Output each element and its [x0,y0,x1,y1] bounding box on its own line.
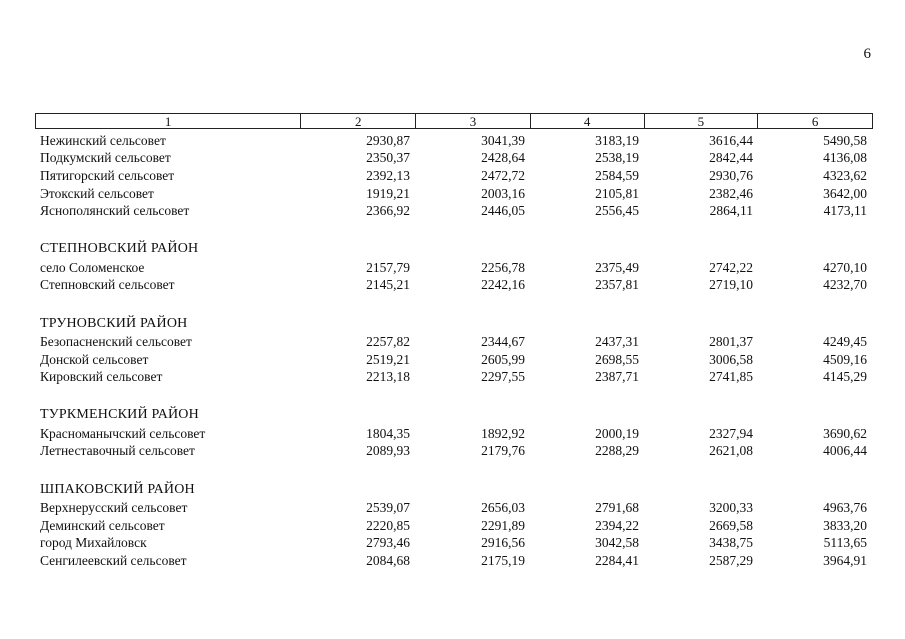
value-col-3: 2003,16 [481,185,525,201]
value-col-5: 2587,29 [709,552,753,568]
value-col-3: 2256,78 [481,259,525,275]
value-col-6: 3833,20 [823,517,867,533]
value-col-2: 2220,85 [366,517,410,533]
table-row [35,443,873,461]
table-row [35,534,873,552]
value-col-5: 2382,46 [709,185,753,201]
district-title: СТЕПНОВСКИЙ РАЙОН [40,241,199,257]
value-col-3: 3041,39 [481,132,525,148]
value-col-3: 2428,64 [481,150,525,166]
value-col-4: 2387,71 [595,369,639,385]
settlement-name: Верхнерусский сельсовет [40,499,188,515]
value-col-2: 2539,07 [366,499,410,515]
value-col-6: 3690,62 [823,425,867,441]
value-col-2: 2257,82 [366,333,410,349]
value-col-6: 5113,65 [823,535,867,551]
value-col-3: 2242,16 [481,277,525,293]
value-col-4: 2556,45 [595,203,639,219]
value-col-4: 2284,41 [595,552,639,568]
value-col-6: 4232,70 [823,277,867,293]
value-col-4: 2698,55 [595,351,639,367]
value-col-5: 2864,11 [709,203,753,219]
value-col-5: 3200,33 [709,499,753,515]
settlement-name: Яснополянский сельсовет [40,203,190,219]
value-col-2: 2930,87 [366,132,410,148]
value-col-2: 2213,18 [366,369,410,385]
value-col-5: 2842,44 [709,150,753,166]
value-col-6: 5490,58 [823,132,867,148]
district-title: ТУРКМЕНСКИЙ РАЙОН [40,407,199,423]
value-col-6: 4136,08 [823,150,867,166]
settlement-name: Кировский сельсовет [40,369,163,385]
table-row [35,351,873,369]
value-col-2: 2157,79 [366,259,410,275]
value-col-3: 2291,89 [481,517,525,533]
table-row [35,517,873,535]
value-col-5: 2719,10 [709,277,753,293]
value-col-3: 2656,03 [481,499,525,515]
value-col-2: 2366,92 [366,203,410,219]
value-col-3: 2472,72 [481,167,525,183]
value-col-2: 2350,37 [366,150,410,166]
table-row [35,368,873,386]
value-col-2: 1804,35 [366,425,410,441]
value-col-6: 4509,16 [823,351,867,367]
value-col-6: 3964,91 [823,552,867,568]
header-col-2: 2 [301,114,416,128]
value-col-6: 3642,00 [823,185,867,201]
table-row [35,333,873,351]
value-col-2: 2392,13 [366,167,410,183]
table-row [35,277,873,295]
table-row [35,202,873,220]
value-col-2: 1919,21 [366,185,410,201]
settlement-name: Красноманычский сельсовет [40,425,206,441]
value-col-3: 2344,67 [481,333,525,349]
header-col-4: 4 [531,114,645,128]
value-col-5: 2327,94 [709,425,753,441]
value-col-3: 2916,56 [481,535,525,551]
value-col-5: 2930,76 [709,167,753,183]
value-col-6: 4249,45 [823,333,867,349]
table-body [35,132,873,570]
value-col-6: 4270,10 [823,259,867,275]
value-col-3: 2175,19 [481,552,525,568]
settlement-name: село Соломенское [40,259,145,275]
header-col-6: 6 [811,114,819,129]
header-col-5: 5 [645,114,759,128]
value-col-4: 2357,81 [595,277,639,293]
value-col-5: 3438,75 [709,535,753,551]
settlement-name: Подкумский сельсовет [40,150,171,166]
value-col-2: 2084,68 [366,552,410,568]
value-col-5: 3616,44 [709,132,753,148]
value-col-3: 2605,99 [481,351,525,367]
value-col-2: 2145,21 [366,277,410,293]
header-col-3: 3 [416,114,531,128]
group-spacer [35,294,873,314]
settlement-name: Этокский сельсовет [40,185,154,201]
settlement-name: Пятигорский сельсовет [40,167,175,183]
table-row [35,167,873,185]
value-col-6: 4963,76 [823,499,867,515]
settlement-name: Донской сельсовет [40,351,149,367]
value-col-6: 4323,62 [823,167,867,183]
table-row [35,552,873,570]
value-col-4: 2105,81 [595,185,639,201]
settlement-name: Нежинский сельсовет [40,132,166,148]
value-col-5: 2621,08 [709,443,753,459]
value-col-3: 2297,55 [481,369,525,385]
value-col-4: 3042,58 [595,535,639,551]
value-col-4: 2538,19 [595,150,639,166]
group-spacer [35,460,873,480]
table-row [35,259,873,277]
value-col-5: 2801,37 [709,333,753,349]
value-col-3: 2179,76 [481,443,525,459]
value-col-4: 2437,31 [595,333,639,349]
settlement-name: город Михайловск [40,535,147,551]
group-spacer [35,386,873,406]
value-col-5: 2669,58 [709,517,753,533]
settlement-name: Деминский сельсовет [40,517,165,533]
value-col-5: 3006,58 [709,351,753,367]
value-col-6: 4145,29 [823,369,867,385]
value-col-2: 2793,46 [366,535,410,551]
table-row [35,185,873,203]
table-row [35,425,873,443]
table-header [35,113,873,129]
settlement-name: Сенгилеевский сельсовет [40,552,187,568]
page-number: 6 [863,46,871,62]
value-col-4: 2375,49 [595,259,639,275]
value-col-3: 2446,05 [481,203,525,219]
value-col-4: 2394,22 [595,517,639,533]
value-col-4: 2000,19 [595,425,639,441]
district-title: ТРУНОВСКИЙ РАЙОН [40,315,188,331]
value-col-4: 2288,29 [595,443,639,459]
table-row [35,150,873,168]
value-col-5: 2742,22 [709,259,753,275]
value-col-4: 3183,19 [595,132,639,148]
value-col-2: 2519,21 [366,351,410,367]
settlement-name: Летнеставочный сельсовет [40,443,195,459]
value-col-5: 2741,85 [709,369,753,385]
group-spacer [35,220,873,240]
settlement-name: Степновский сельсовет [40,277,175,293]
settlement-name: Безопасненский сельсовет [40,333,192,349]
value-col-4: 2791,68 [595,499,639,515]
table-row [35,132,873,150]
value-col-6: 4173,11 [823,203,867,219]
value-col-3: 1892,92 [481,425,525,441]
district-title: ШПАКОВСКИЙ РАЙОН [40,481,195,497]
table-row [35,499,873,517]
value-col-2: 2089,93 [366,443,410,459]
header-col-1: 1 [36,114,301,128]
value-col-4: 2584,59 [595,167,639,183]
value-col-6: 4006,44 [823,443,867,459]
